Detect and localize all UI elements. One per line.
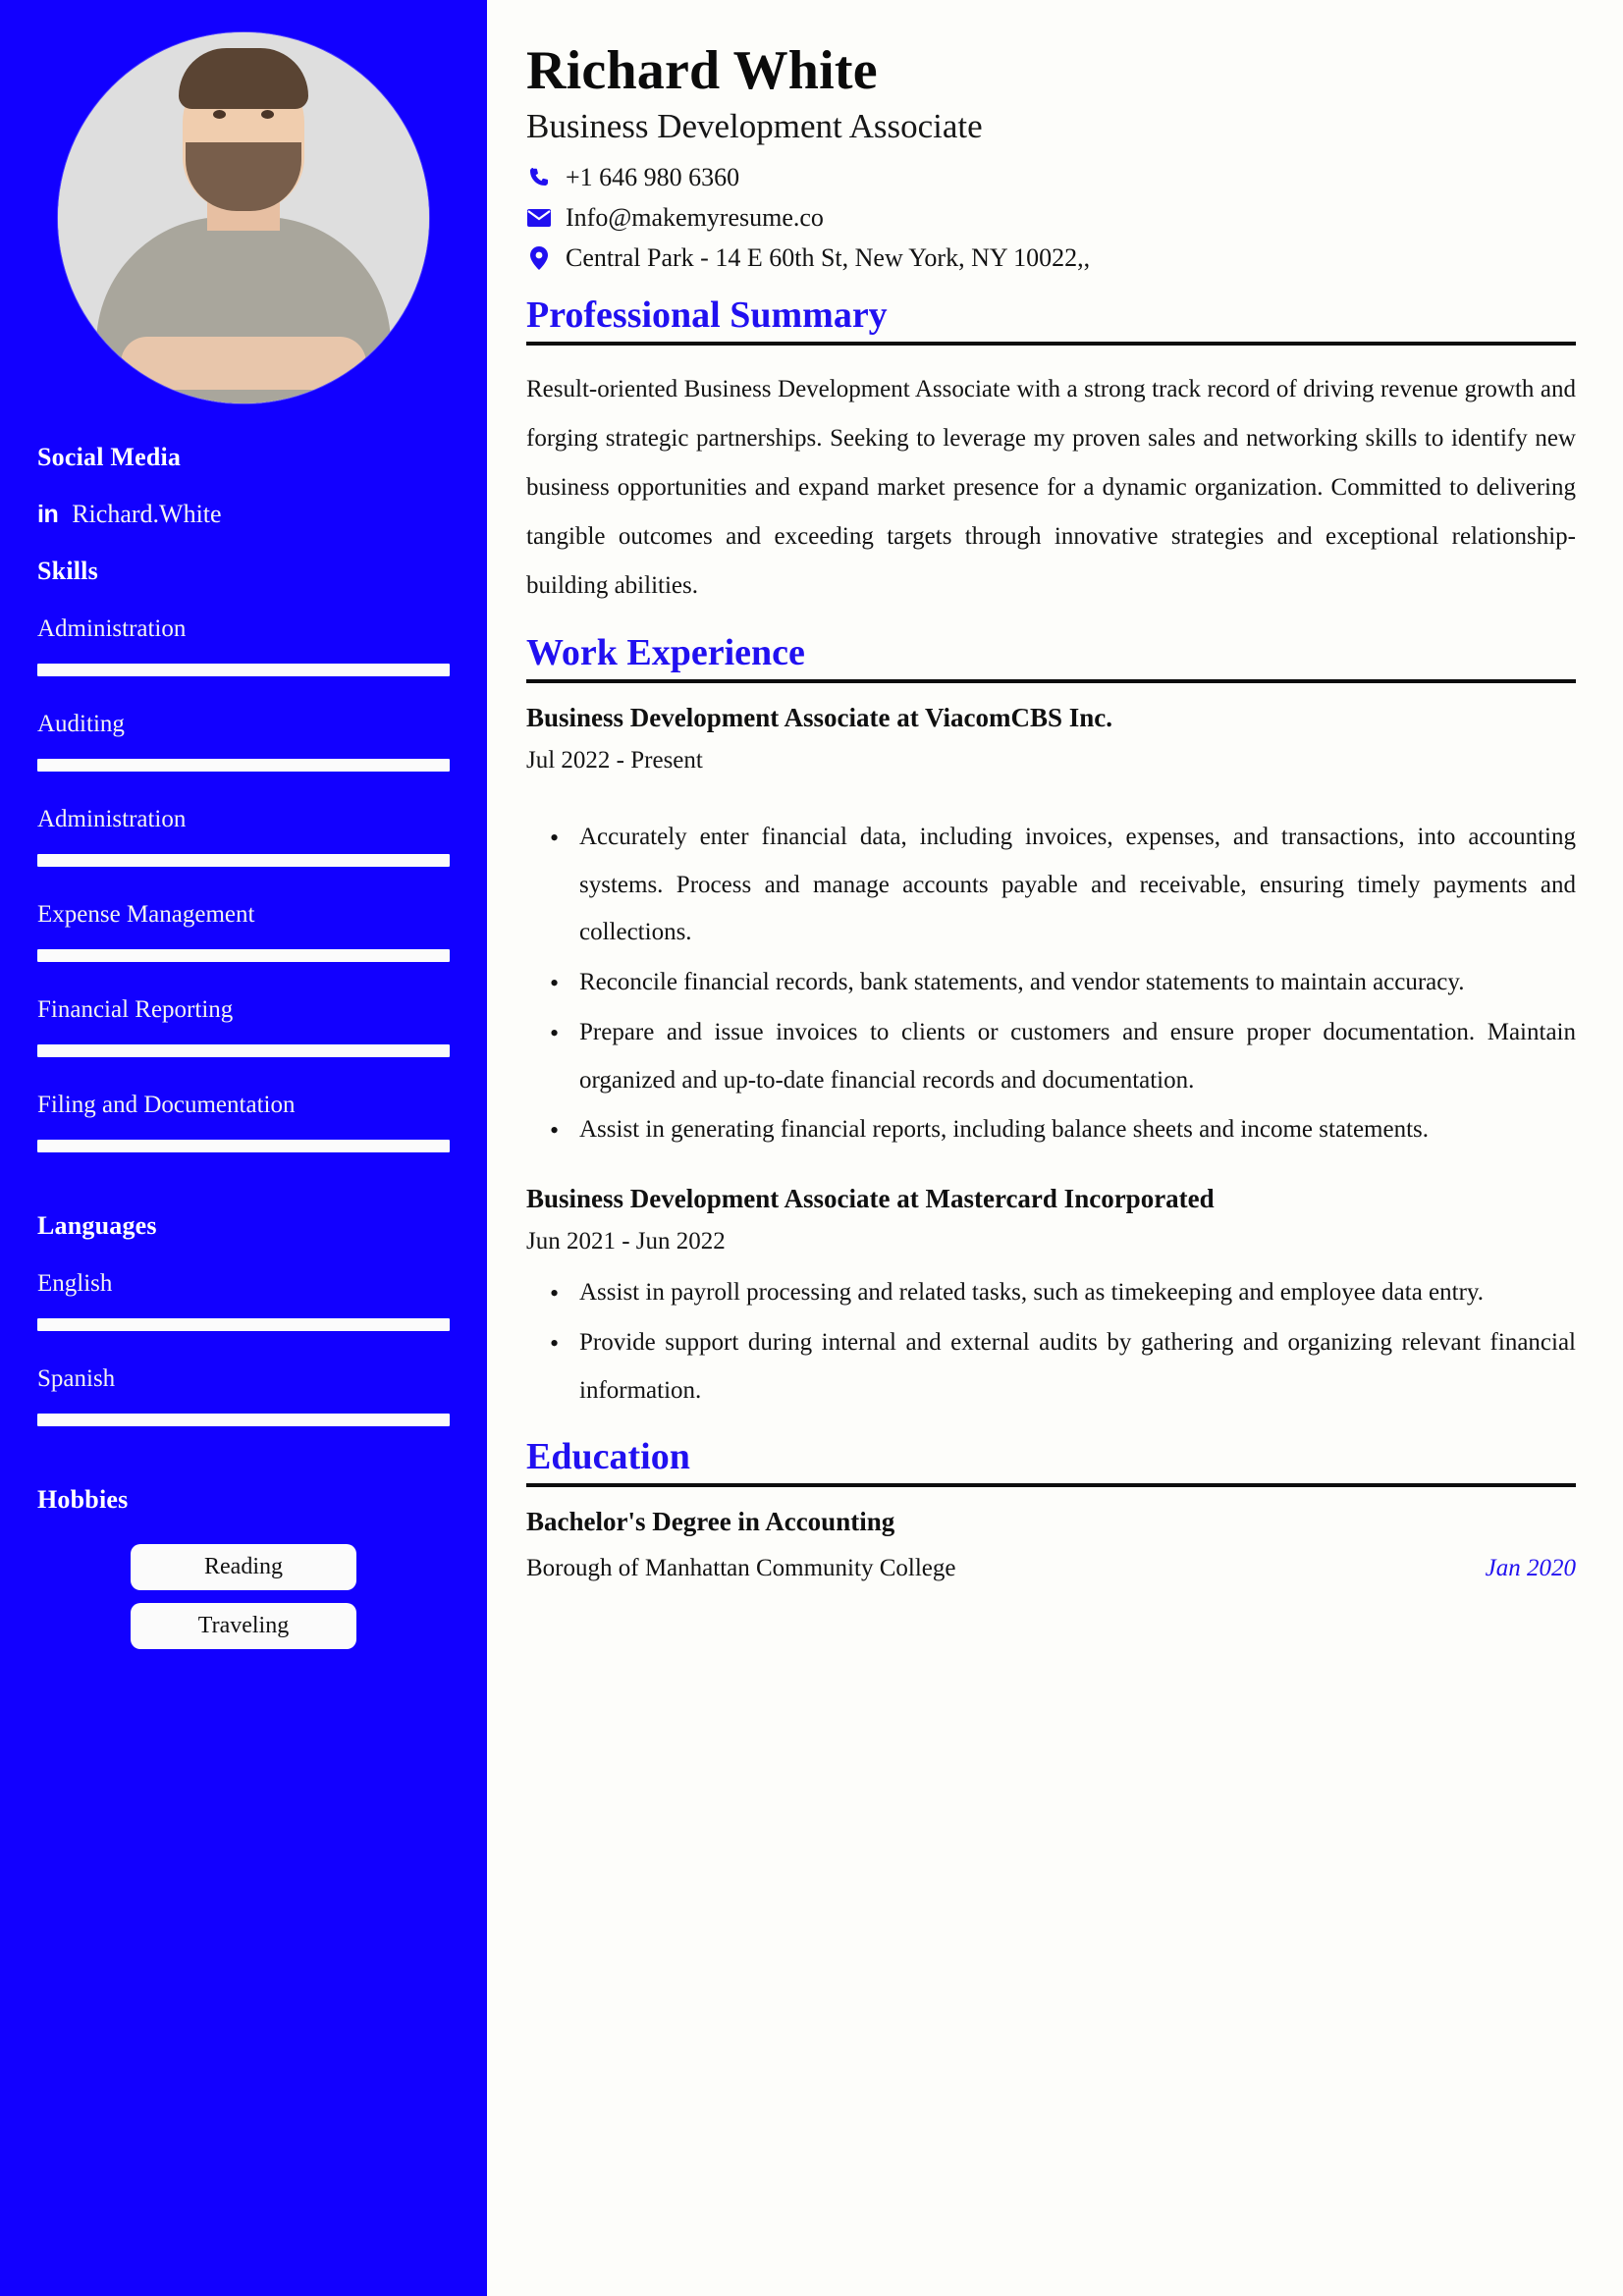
education-school: Borough of Manhattan Community College (526, 1554, 956, 1581)
skill-bar-fill (37, 664, 450, 676)
experience-bullet: • Assist in payroll processing and related tasks, such as timekeeping and employee data entry. (579, 1269, 1576, 1317)
page-title: Richard White (526, 40, 878, 101)
skill-bar-fill (37, 854, 450, 867)
language-label: English (37, 1270, 113, 1297)
section-title-education: Education (526, 1436, 690, 1478)
language-bar-fill (37, 1414, 450, 1426)
education-entry (526, 1507, 1576, 1582)
section-title-experience: Work Experience (526, 632, 805, 674)
skill-label: Expense Management (37, 901, 255, 928)
experience-bullet: • Accurately enter financial data, including invoices, expenses, and transactions, into accounting systems. Process and manage accounts payable and receivable, ensuring timely payments and collections. (579, 814, 1576, 957)
contact-location[interactable] (526, 243, 1576, 273)
skills-heading: Skills (37, 557, 98, 585)
experience-entry (526, 703, 1576, 1154)
skill-bar-track (37, 854, 450, 867)
experience-job-title: Business Development Associate at ViacomCBS Inc. (526, 702, 1113, 732)
skill-bar-fill (37, 759, 450, 772)
hobby-chip-traveling[interactable]: Traveling (131, 1603, 356, 1649)
experience-bullet: • Assist in generating financial reports, including balance sheets and income statements. (579, 1106, 1576, 1154)
section-title-summary: Professional Summary (526, 294, 888, 337)
skill-label: Filing and Documentation (37, 1092, 296, 1118)
avatar (58, 32, 429, 403)
email-icon (526, 209, 552, 227)
skill-item (0, 806, 487, 867)
experience-entry (526, 1184, 1576, 1415)
section-rule (526, 1483, 1576, 1487)
experience-job-dates: Jun 2021 - Jun 2022 (526, 1228, 726, 1255)
skill-bar-track (37, 1140, 450, 1152)
linkedin-icon: in (37, 500, 59, 528)
experience-bullet: • Reconcile financial records, bank statements, and vendor statements to maintain accuracy. (579, 959, 1576, 1007)
experience-bullet-list (526, 814, 1576, 1154)
contact-email[interactable] (526, 203, 1576, 233)
avatar-eye-left (213, 110, 226, 119)
hobbies-heading: Hobbies (37, 1485, 129, 1514)
skill-label: Administration (37, 806, 187, 832)
language-label: Spanish (37, 1365, 116, 1392)
contact-location-value: Central Park - 14 E 60th St, New York, NY 10022,, (566, 243, 1091, 273)
language-item (0, 1270, 487, 1331)
language-bar-track (37, 1318, 450, 1331)
experience-bullet: • Provide support during internal and external audits by gathering and organizing relevant financial information. (579, 1319, 1576, 1415)
phone-icon (526, 167, 552, 188)
social-media-heading: Social Media (37, 443, 182, 471)
skill-item (0, 711, 487, 772)
social-item-label: Richard.White (72, 500, 222, 528)
location-icon (526, 246, 552, 270)
avatar-arms (121, 337, 366, 390)
avatar-hair (179, 48, 308, 109)
education-detail-row (526, 1555, 1576, 1582)
skill-label: Auditing (37, 711, 125, 737)
job-role-subtitle: Business Development Associate (526, 107, 983, 146)
skill-item (0, 996, 487, 1057)
education-degree: Bachelor's Degree in Accounting (526, 1506, 895, 1536)
skill-bar-track (37, 1044, 450, 1057)
language-bar-fill (37, 1318, 450, 1331)
experience-bullet-list (526, 1269, 1576, 1415)
skill-item (0, 1092, 487, 1152)
social-item-linkedin[interactable] (0, 500, 487, 529)
section-rule (526, 342, 1576, 346)
skill-bar-fill (37, 1140, 450, 1152)
contact-email-value: Info@makemyresume.co (566, 203, 824, 233)
hobby-chip-reading[interactable]: Reading (131, 1544, 356, 1590)
sidebar (0, 0, 487, 2296)
main-content (487, 0, 1623, 2296)
experience-job-dates: Jul 2022 - Present (526, 746, 703, 774)
contact-phone[interactable] (526, 163, 1576, 192)
experience-bullet: • Prepare and issue invoices to clients or customers and ensure proper documentation. Maintain organized and up-to-date financial records and documentation. (579, 1009, 1576, 1105)
contact-phone-value: +1 646 980 6360 (566, 163, 740, 192)
experience-job-title: Business Development Associate at Mastercard Incorporated (526, 1184, 1215, 1214)
avatar-eye-right (261, 110, 274, 119)
skill-bar-track (37, 759, 450, 772)
skill-bar-track (37, 664, 450, 676)
avatar-container (0, 0, 487, 403)
skill-item (0, 901, 487, 962)
summary-text: Result-oriented Business Development Associate with a strong track record of driving revenue growth and forging strategic partnerships. Seeking to leverage my proven sales and networking skills to identify new business opportunities and expand market presence for a dynamic organization. Committed to delivering tangible outcomes and exceeding targets through innovative strategies and exceptional relationship-building abilities. (526, 376, 1576, 600)
languages-heading: Languages (37, 1211, 157, 1240)
skill-bar-fill (37, 1044, 450, 1057)
skill-bar-fill (37, 949, 450, 962)
skill-label: Financial Reporting (37, 996, 234, 1023)
skill-bar-track (37, 949, 450, 962)
section-rule (526, 679, 1576, 683)
skill-label: Administration (37, 615, 187, 642)
skill-item (0, 615, 487, 676)
language-bar-track (37, 1414, 450, 1426)
education-date: Jan 2020 (1485, 1554, 1576, 1581)
language-item (0, 1365, 487, 1426)
